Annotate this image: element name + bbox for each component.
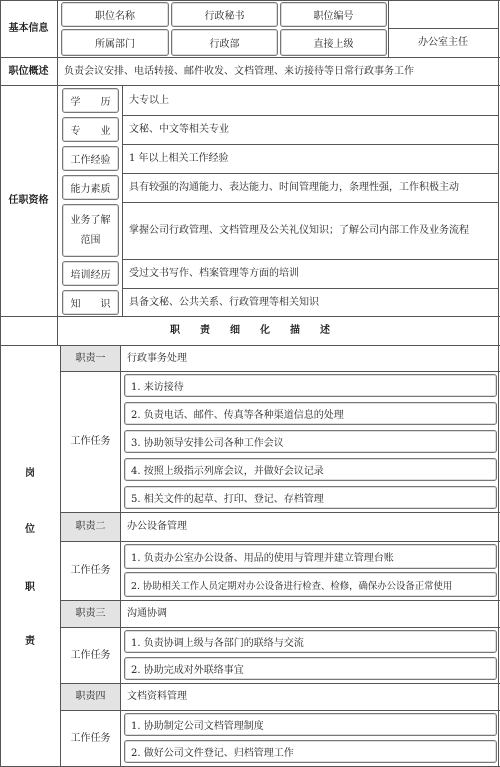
duty-group-title: 文档资料管理	[127, 691, 187, 702]
duty-task	[124, 374, 497, 397]
duty-task	[124, 713, 497, 736]
superior-value: 办公室主任	[418, 36, 468, 48]
duty-task	[124, 430, 497, 453]
border-right	[498, 0, 499, 767]
qual-value-training: 受过文书写作、档案管理等方面的培训	[129, 268, 299, 279]
duty-task-text: 1. 负责办公室办公设备、用品的使用与管理并建立管理台账	[131, 553, 394, 564]
duty-task	[124, 402, 497, 425]
qual-value-education: 大专以上	[129, 94, 169, 106]
qual-value-scope: 掌握公司行政管理、文档管理及公关礼仪知识；了解公司内部工作及业务流程	[129, 225, 469, 236]
duty-task-text: 2. 负责电话、邮件、传真等各种渠道信息的处理	[131, 410, 344, 421]
duty-line	[60, 371, 500, 372]
label-col-divider	[57, 0, 58, 345]
duty-task-text: 2. 协助完成对外联络事宜	[131, 665, 244, 676]
overview-text: 负责会议安排、电话转接、邮件收发、文档管理、来访接待等日常行政事务工作	[64, 65, 414, 77]
duties-side-char-1: 岗	[25, 468, 35, 479]
superior-label: 直接上级	[280, 29, 387, 56]
qual-value-ability: 具有较强的沟通能力、表达能力、时间管理能力，条理性强，工作积极主动	[129, 182, 459, 193]
duty-task-text: 2. 协助相关工作人员定期对办公设备进行检查、检修，确保办公设备正常使用	[131, 580, 453, 592]
dept-label: 所属部门	[61, 29, 169, 56]
duty-group-name: 职责一	[61, 346, 120, 371]
duty-task	[124, 458, 497, 481]
duty-group-title: 行政事务处理	[127, 352, 187, 364]
duty-group-name: 职责三	[61, 601, 120, 627]
duty-task	[124, 630, 497, 653]
overview-label: 职位概述	[8, 65, 49, 77]
qual-label-experience: 工作经验	[62, 146, 119, 171]
qualifications-label: 任职资格	[8, 195, 49, 206]
duty-task-text: 1. 负责协调上级与各部门的联络与交流	[131, 638, 304, 649]
basic-mid	[388, 28, 498, 29]
duty-task	[124, 740, 497, 763]
qual-label-knowledge: 知 识	[62, 290, 119, 315]
duties-side-char-2: 位	[25, 524, 35, 535]
position-no-label: 职位编号	[280, 2, 387, 27]
position-name-value: 行政秘书	[171, 2, 278, 27]
duty-line	[60, 710, 500, 711]
duty-line	[60, 541, 500, 542]
dept-value: 行政部	[171, 29, 278, 56]
task-label: 工作任务	[70, 436, 111, 447]
qual-value-knowledge: 具备文秘、公共关系、行政管理等相关知识	[129, 296, 319, 308]
qual-label-major: 专 业	[62, 117, 119, 142]
duty-line	[60, 627, 500, 628]
qual-label-ability: 能力素质	[62, 175, 119, 200]
task-label: 工作任务	[70, 733, 111, 744]
duties-side-char-4: 责	[25, 636, 35, 647]
duty-task	[124, 572, 497, 597]
qual-label-education: 学 历	[62, 88, 119, 113]
basic-info-label: 基本信息	[8, 22, 49, 34]
duty-task-text: 2. 做好公司文件登记、归档管理工作	[131, 748, 294, 759]
position-name-label: 职位名称	[61, 2, 169, 27]
qual-label-scope	[62, 204, 119, 257]
duty-group-title: 办公设备管理	[127, 521, 187, 532]
duty-task-text: 4. 按照上级指示列席会议，并做好会议记录	[131, 466, 324, 477]
duty-task	[124, 657, 497, 680]
duty-task-text: 5. 相关文件的起草、打印、登记、存档管理	[131, 494, 324, 505]
duty-group-name: 职责四	[61, 684, 120, 710]
duty-group-name: 职责二	[61, 513, 120, 541]
position-no-value	[388, 2, 498, 27]
task-label: 工作任务	[70, 565, 111, 576]
qual-value-experience: 1 年以上相关工作经验	[129, 153, 229, 164]
duty-task-text: 3. 协助领导安排公司各种工作会议	[131, 438, 284, 449]
qual-value-major: 文秘、中文等相关专业	[129, 124, 229, 135]
task-label: 工作任务	[70, 649, 111, 661]
duties-side-char-3: 职	[25, 582, 35, 593]
duties-title: 职责细化描述	[170, 325, 350, 336]
duty-task-text: 1. 来访接待	[131, 382, 184, 393]
duty-task-text: 1. 协助制定公司文档管理制度	[131, 721, 264, 732]
qual-label-training: 培训经历	[62, 261, 119, 286]
duty-task	[124, 486, 497, 509]
qual-label-scope-text: 业务了解范围	[70, 214, 111, 246]
duty-task	[124, 544, 497, 569]
duty-group-title: 沟通协调	[127, 608, 167, 619]
border-top	[0, 0, 500, 1]
